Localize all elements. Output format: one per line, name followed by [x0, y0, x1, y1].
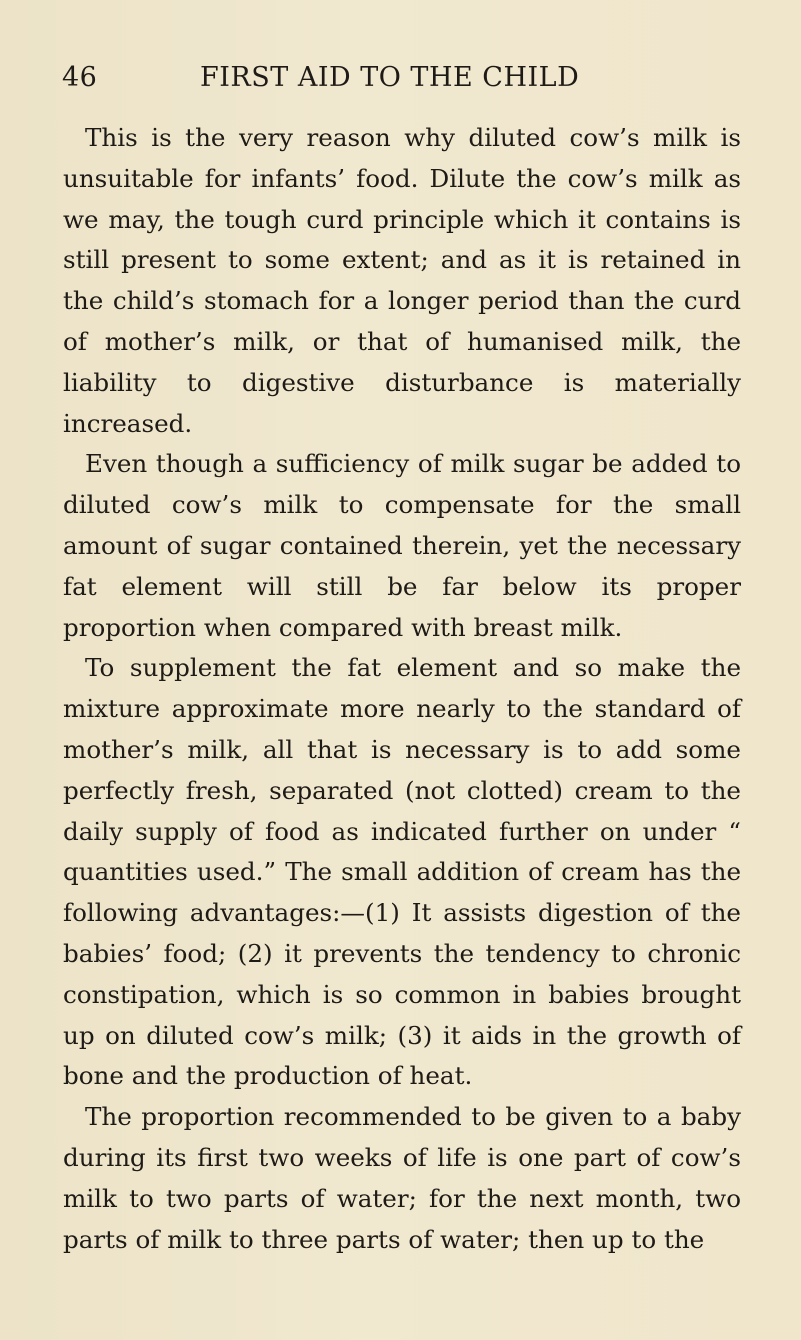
body-text — [63, 118, 741, 1260]
paragraph-cream-supplement: To supplement the fat element and so make the mixture approximate more nearly to the standard of mother’s milk, all that is necessary is to add some perfectly fresh, separated (not clotted) cream to the daily supply of food as indicated further on under “ quantities used.” The small addition of cream has the following advantages:—(1) It assists digestion of the babies’ food; (2) it prevents the tendency to chronic constipation, which is so common in babies brought up on diluted cow’s milk; (3) it aids in the growth of bone and the production of heat. — [63, 653, 741, 1091]
paragraph-milk-sugar: Even though a sufficiency of milk sugar be added to diluted cow’s milk to compensate for the small amount of sugar contained therein, yet the necessary fat element will still be far below its proper proportion when compared with breast milk. — [63, 449, 741, 642]
paragraph-proportion: The proportion recommended to be given to a baby during its first two weeks of life is one part of cow’s milk to two parts of water; for the next month, two parts of milk to three parts of water; then up to the — [63, 1102, 741, 1254]
page-number: 46 — [62, 62, 98, 93]
paragraph-cow-milk-unsuitable: This is the very reason why diluted cow’s milk is unsuitable for infants’ food. Dilute the cow’s milk as we may, the tough curd principle which it contains is still present to some extent; and as it is retained in the child’s stomach for a longer period than the curd of mother’s milk, or that of humanised milk, the liability to digestive disturbance is materially increased. — [63, 123, 741, 438]
running-title: FIRST AID TO THE CHILD — [200, 62, 580, 93]
running-header — [62, 60, 762, 96]
